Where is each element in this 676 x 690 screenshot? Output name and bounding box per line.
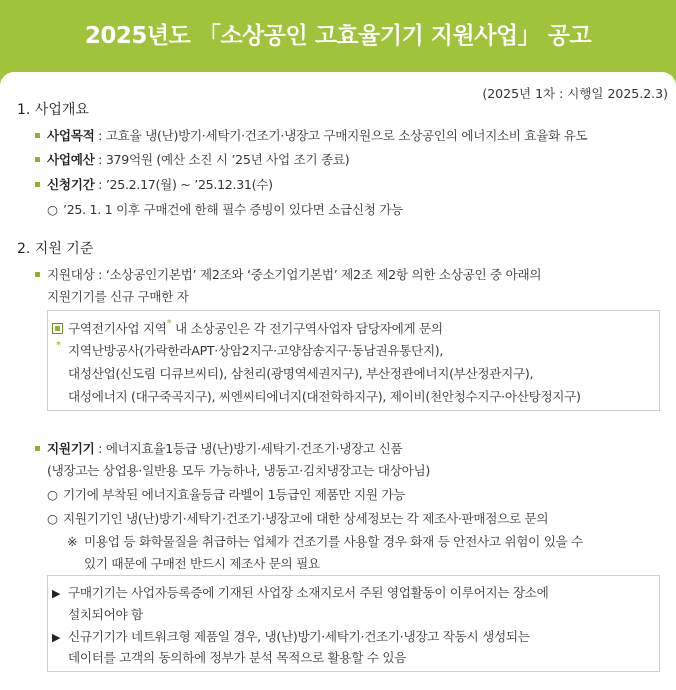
bullet-square-icon: [35, 446, 40, 451]
bullet-square-icon: [35, 182, 40, 187]
district-notice-box: [47, 310, 660, 411]
target-label: 지원대상: [47, 267, 95, 282]
district-line2: [56, 340, 443, 359]
device-note2: 지원기기인 냉(난)방기·세탁기·건조기·냉장고에 대한 상세정보는 각 제조사·판매점으로 문의: [63, 511, 549, 526]
district-line1-b: 내 소상공인은 각 전기구역사업자 담당자에게 문의: [171, 321, 443, 336]
device-text-2: (냉장고는 상업용·일반용 모두 가능하나, 냉동고·김치냉장고는 대상아님): [47, 463, 430, 478]
purpose-text: : 고효율 냉(난)방기·세탁기·건조기·냉장고 구매지원으로 소상공인의 에너지소비 효율화 유도: [94, 128, 588, 143]
purpose-label: 사업목적: [47, 128, 95, 143]
period-note-row: [47, 199, 403, 218]
date-note: (2025년 1차 : 시행일 2025.2.3): [482, 86, 668, 101]
device-text-1: : 에너지효율1등급 냉(난)방기·세탁기·건조기·냉장고 신품: [94, 441, 403, 456]
target-row: [35, 264, 541, 283]
district-line2-text: 지역난방공사(가락한라APT·상암2지구·고양삼송지구·동남권유통단지),: [68, 343, 444, 358]
district-line3: 대성산업(신도림 디큐브씨티), 삼천리(광명역세권지구), 부산정관에너지(부산정관지구),: [68, 366, 534, 381]
district-line4: 대성에너지 (대구죽곡지구), 씨엔씨티에너지(대전학하지구), 제이비(천안청수지구·아산탕정지구): [68, 389, 581, 404]
period-row: [35, 174, 273, 193]
notice-item1: [52, 582, 549, 601]
bullet-square-icon: [35, 157, 40, 162]
purpose-row: [35, 125, 587, 144]
device-row: [35, 438, 402, 457]
checkbox-square-icon: [52, 323, 63, 334]
device-warn-1: 미용업 등 화학물질을 취급하는 업체가 건조기를 사용할 경우 화재 등 안전사고 위험이 있을 수: [84, 534, 584, 549]
content-panel: [0, 72, 676, 690]
period-note: ’25. 1. 1 이후 구매건에 한해 필수 증빙이 있다면 소급신청 가능: [63, 202, 404, 217]
period-text: : ’25.2.17(월) ~ ’25.12.31(수): [94, 177, 273, 192]
notice-item1-b: 설치되어야 함: [68, 607, 143, 622]
device-label: 지원기기: [47, 441, 95, 456]
notice-item1-a: 구매기기는 사업자등록증에 기재된 사업장 소재지로서 주된 영업활동이 이루어지는 장소에: [68, 585, 549, 600]
district-line1-a: 구역전기사업 지역: [68, 321, 167, 336]
asterisk-mark: *: [166, 318, 172, 329]
circle-bullet-icon: ○: [47, 511, 58, 526]
target-text-2: 지원기기를 신규 구매한 자: [47, 289, 189, 304]
reference-mark-icon: ※: [67, 534, 78, 549]
notice-item2: [52, 626, 530, 645]
triangle-bullet-icon: ▶: [52, 587, 61, 600]
device-note2-row: [47, 508, 548, 527]
bullet-square-icon: [35, 272, 40, 277]
device-note1-row: [47, 484, 405, 503]
notice-box: [47, 575, 660, 672]
circle-bullet-icon: ○: [47, 202, 58, 217]
period-label: 신청기간: [47, 177, 95, 192]
budget-text: : 379억원 (예산 소진 시 ’25년 사업 조기 종료): [94, 152, 350, 167]
bullet-square-icon: [35, 133, 40, 138]
page-header: [0, 0, 676, 72]
asterisk-mark: *: [56, 340, 61, 351]
triangle-bullet-icon: ▶: [52, 631, 61, 644]
device-warn-row: [67, 531, 583, 550]
target-text-1: : ‘소상공인기본법’ 제2조와 ‘중소기업기본법’ 제2조 제2항 의한 소상공인 중 아래의: [94, 267, 542, 282]
device-note1: 기기에 부착된 에너지효율등급 라벨이 1등급인 제품만 지원 가능: [63, 487, 406, 502]
budget-label: 사업예산: [47, 152, 95, 167]
notice-item2-b: 데이터를 고객의 동의하에 정부가 분석 목적으로 활용할 수 있음: [68, 650, 407, 665]
notice-item2-a: 신규기기가 네트워크형 제품일 경우, 냉(난)방기·세탁기·건조기·냉장고 작동시 생성되는: [68, 629, 530, 644]
district-line1: [52, 318, 443, 337]
circle-bullet-icon: ○: [47, 487, 58, 502]
budget-row: [35, 149, 349, 168]
section1-title: 1. 사업개요: [17, 102, 89, 118]
section2-title: 2. 지원 기준: [17, 241, 94, 257]
page-title: 2025년도 「소상공인 고효율기기 지원사업」 공고: [84, 23, 592, 49]
device-warn-2: 있기 때문에 구매전 반드시 제조사 문의 필요: [84, 556, 320, 571]
